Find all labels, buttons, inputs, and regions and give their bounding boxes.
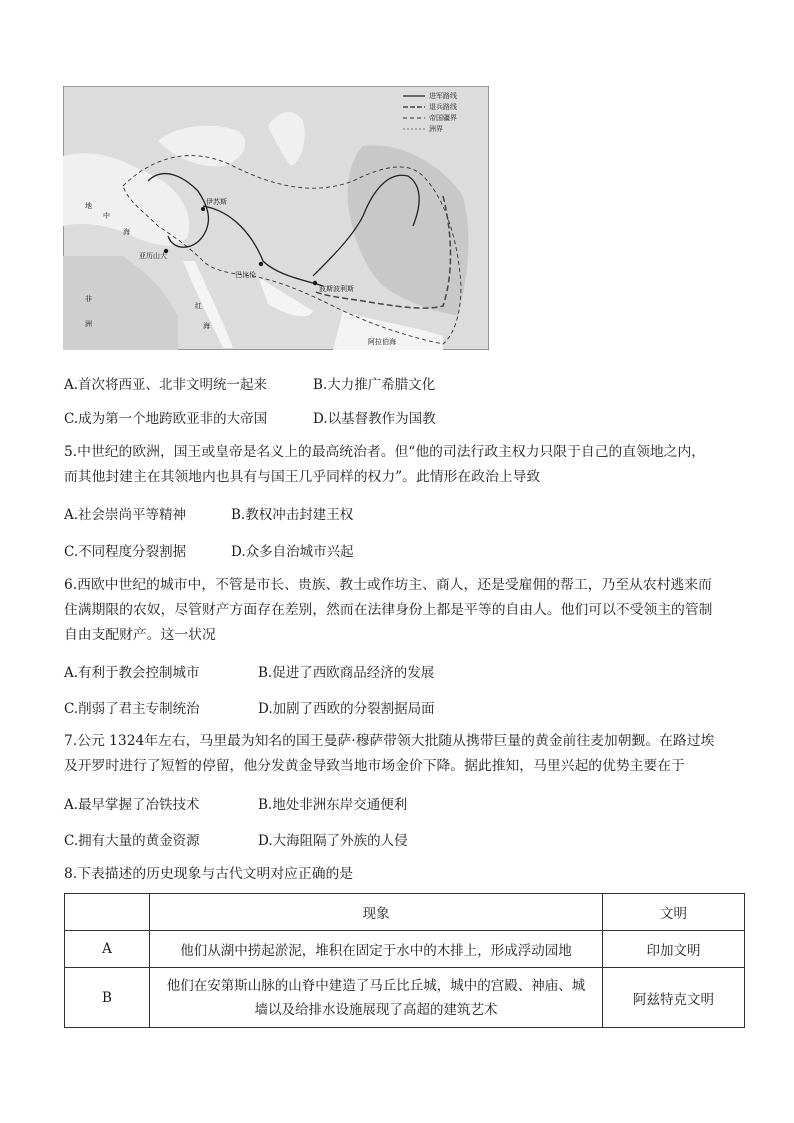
historical-map <box>63 86 489 350</box>
q5-option-b: B.教权冲击封建王权 <box>231 507 354 523</box>
q4-option-a: A.首次将西亚、北非文明统一起来 <box>64 377 268 393</box>
row-b-phenomenon-line1: 他们在安第斯山脉的山脊中建造了马丘比丘城，城中的宫殿、神庙、城 <box>166 977 586 994</box>
q7-option-d: D.大海阻隔了外族的人侵 <box>258 833 408 849</box>
table-row <box>65 968 745 1028</box>
row-a-civilization: 印加文明 <box>603 931 745 968</box>
q6-option-b: B.促进了西欧商品经济的发展 <box>258 665 435 681</box>
q7-option-b: B.地处非洲东岸交通便利 <box>258 797 408 813</box>
q4-option-b: B.大力推广希腊文化 <box>313 377 436 393</box>
label-persepolis: 波斯波利斯 <box>319 285 354 293</box>
q8-stem: 8.下表描述的历史现象与古代文明对应正确的是 <box>64 866 354 882</box>
table-header-phenomenon: 现象 <box>150 894 603 931</box>
q7-option-a: A.最早掌握了冶铁技术 <box>64 797 200 813</box>
row-b-phenomenon-line2: 墙以及给排水设施展现了高超的建筑艺术 <box>254 1001 498 1018</box>
legend-retreat: 退兵路线 <box>429 103 457 111</box>
row-b-key: B <box>65 968 150 1028</box>
table-header-row <box>65 894 745 931</box>
label-zhou: 洲 <box>85 320 92 328</box>
row-b-civilization: 阿兹特克文明 <box>603 968 745 1028</box>
q7-stem-line2: 及开罗时进行了短暂的停留，他分发黄金导致当地市场金价下降。据此推知，马里兴起的优势主要在于 <box>64 758 685 774</box>
q5-option-d: D.众多自治城市兴起 <box>231 544 354 560</box>
q6-option-a: A.有利于教会控制城市 <box>64 665 200 681</box>
q6-stem-line3: 自由支配财产。这一状况 <box>64 627 216 643</box>
q6-stem-line1: 6.西欧中世纪的城市中，不管是市长、贵族、教士或作坊主、商人，还是受雇佣的帮工，乃至从农村逃来而 <box>64 577 712 593</box>
q4-option-d: D.以基督教作为国教 <box>313 411 436 427</box>
label-sea-hai: 海 <box>123 228 130 236</box>
q5-option-c: C.不同程度分裂割据 <box>64 544 187 560</box>
q6-option-c: C.削弱了君主专制统治 <box>64 701 200 717</box>
row-a-phenomenon: 他们从湖中捞起淤泥，堆积在固定于水中的木排上，形成浮动园地 <box>150 931 603 968</box>
label-issus: 伊苏斯 <box>206 198 227 206</box>
row-a-key: A <box>65 931 150 968</box>
label-red-hai: 海 <box>203 322 210 330</box>
table-header-civilization: 文明 <box>603 894 745 931</box>
q7-option-c: C.拥有大量的黄金资源 <box>64 833 200 849</box>
table-row <box>65 931 745 968</box>
label-fei: 非 <box>85 295 92 303</box>
label-arabian-sea: 阿拉伯海 <box>368 338 396 346</box>
q5-option-a: A.社会崇尚平等精神 <box>64 507 187 523</box>
q7-stem <box>64 729 736 779</box>
legend-empire-border: 帝国疆界 <box>429 114 457 122</box>
q8-table <box>64 893 745 1028</box>
q5-stem-line2: 而其他封建主在其领地内也具有与国王几乎同样的权力”。此情形在政治上导致 <box>64 469 541 485</box>
q7-stem-line1: 7.公元 1324年左右，马里最为知名的国王曼萨·穆萨带领大批随从携带巨量的黄金前往麦加朝觐。在路过埃 <box>64 733 715 749</box>
row-b-phenomenon <box>150 968 603 1028</box>
label-sea-di: 地 <box>85 202 92 210</box>
q6-option-d: D.加剧了西欧的分裂割据局面 <box>258 701 435 717</box>
label-alexandria: 亚历山大 <box>139 252 167 260</box>
label-red-hong: 红 <box>195 302 202 310</box>
q4-option-c: C.成为第一个地跨欧亚非的大帝国 <box>64 411 268 427</box>
label-babylon: 巴比伦 <box>235 271 256 279</box>
legend-continent-border: 洲界 <box>429 125 443 133</box>
legend-advance: 进军路线 <box>429 92 457 100</box>
q5-stem-line1: 5.中世纪的欧洲，国王或皇帝是名义上的最高统治者。但“他的司法行政主权力只限于自己的直领地之内， <box>64 444 706 460</box>
q6-stem-line2: 住满期限的农奴，尽管财产方面存在差别，然而在法律身份上都是平等的自由人。他们可以不受领主的管制 <box>64 602 713 618</box>
label-sea-zhong: 中 <box>103 212 110 220</box>
q5-stem <box>64 440 736 490</box>
table-header-key <box>65 894 150 931</box>
q6-stem <box>64 573 736 648</box>
